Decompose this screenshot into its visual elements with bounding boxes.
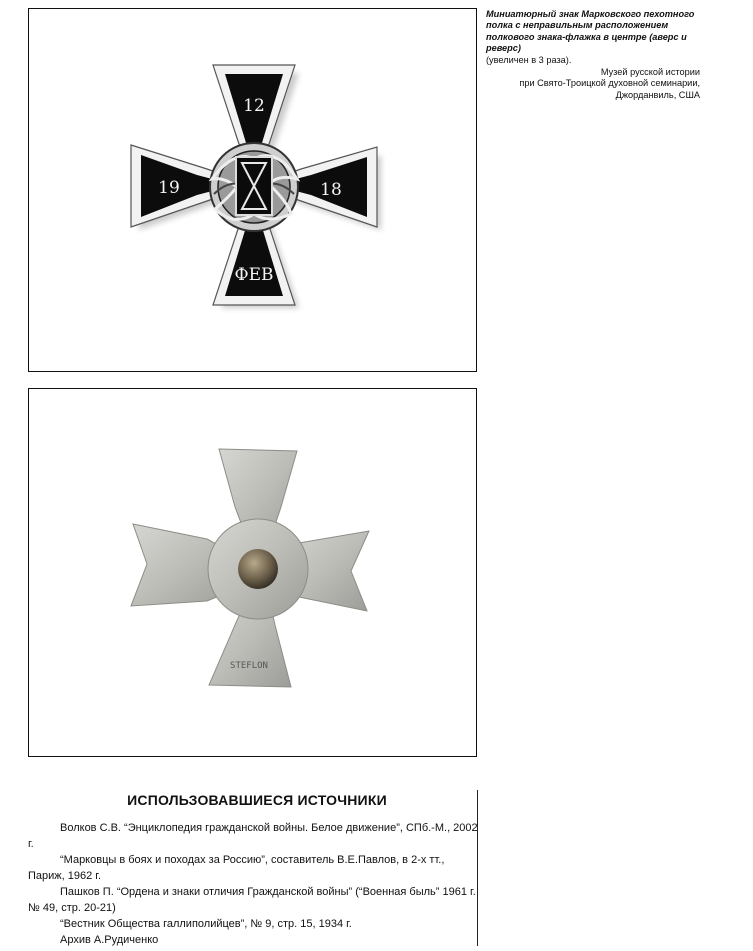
photo-caption [486, 9, 700, 101]
arm-right-text: 18 [320, 180, 342, 200]
caption-museum [486, 67, 700, 101]
source-entry: Волков С.В. “Энциклопедия гражданской войны. Белое движение”, СПб.-М., 2002 г. [28, 822, 478, 850]
pin-screw [238, 549, 278, 589]
sources-section [28, 792, 478, 948]
maker-mark: STEFLON [230, 661, 268, 671]
arm-bottom-text: ФЕВ [234, 265, 274, 285]
photo-reverse [28, 388, 477, 757]
arm-top-text: 12 [243, 96, 265, 116]
source-entry: Пашков П. “Ордена и знаки отличия Гражданской войны” (“Военная быль” 1961 г. № 49, стр. 20-21) [28, 886, 476, 914]
source-entry: “Марковцы в боях и походах за Россию”, составитель В.Е.Павлов, в 2-х тт., Париж, 1962 г. [28, 854, 445, 882]
arm-left-text: 19 [158, 178, 180, 198]
sources-heading: ИСПОЛЬЗОВАВШИЕСЯ ИСТОЧНИКИ [127, 792, 387, 808]
museum-line: Музей русской истории [600, 67, 700, 78]
source-entry: Архив А.Рудиченко [60, 934, 159, 946]
museum-line: Джорданвиль, США [615, 89, 700, 100]
source-entry: “Вестник Общества галлиполийцев”, № 9, стр. 15, 1934 г. [60, 918, 352, 930]
caption-note: (увеличен в 3 раза). [486, 54, 572, 65]
badge-reverse-image [29, 389, 476, 756]
museum-line: при Свято-Троицкой духовной семинарии, [519, 78, 700, 89]
caption-title: Миниатюрный знак Марковского пехотного полка с неправильным расположением полкового знака-флажка в центре (аверс и реверс) [486, 9, 695, 54]
wreath-emblem [210, 143, 298, 231]
badge-obverse-image [29, 9, 476, 371]
photo-obverse [28, 8, 477, 372]
